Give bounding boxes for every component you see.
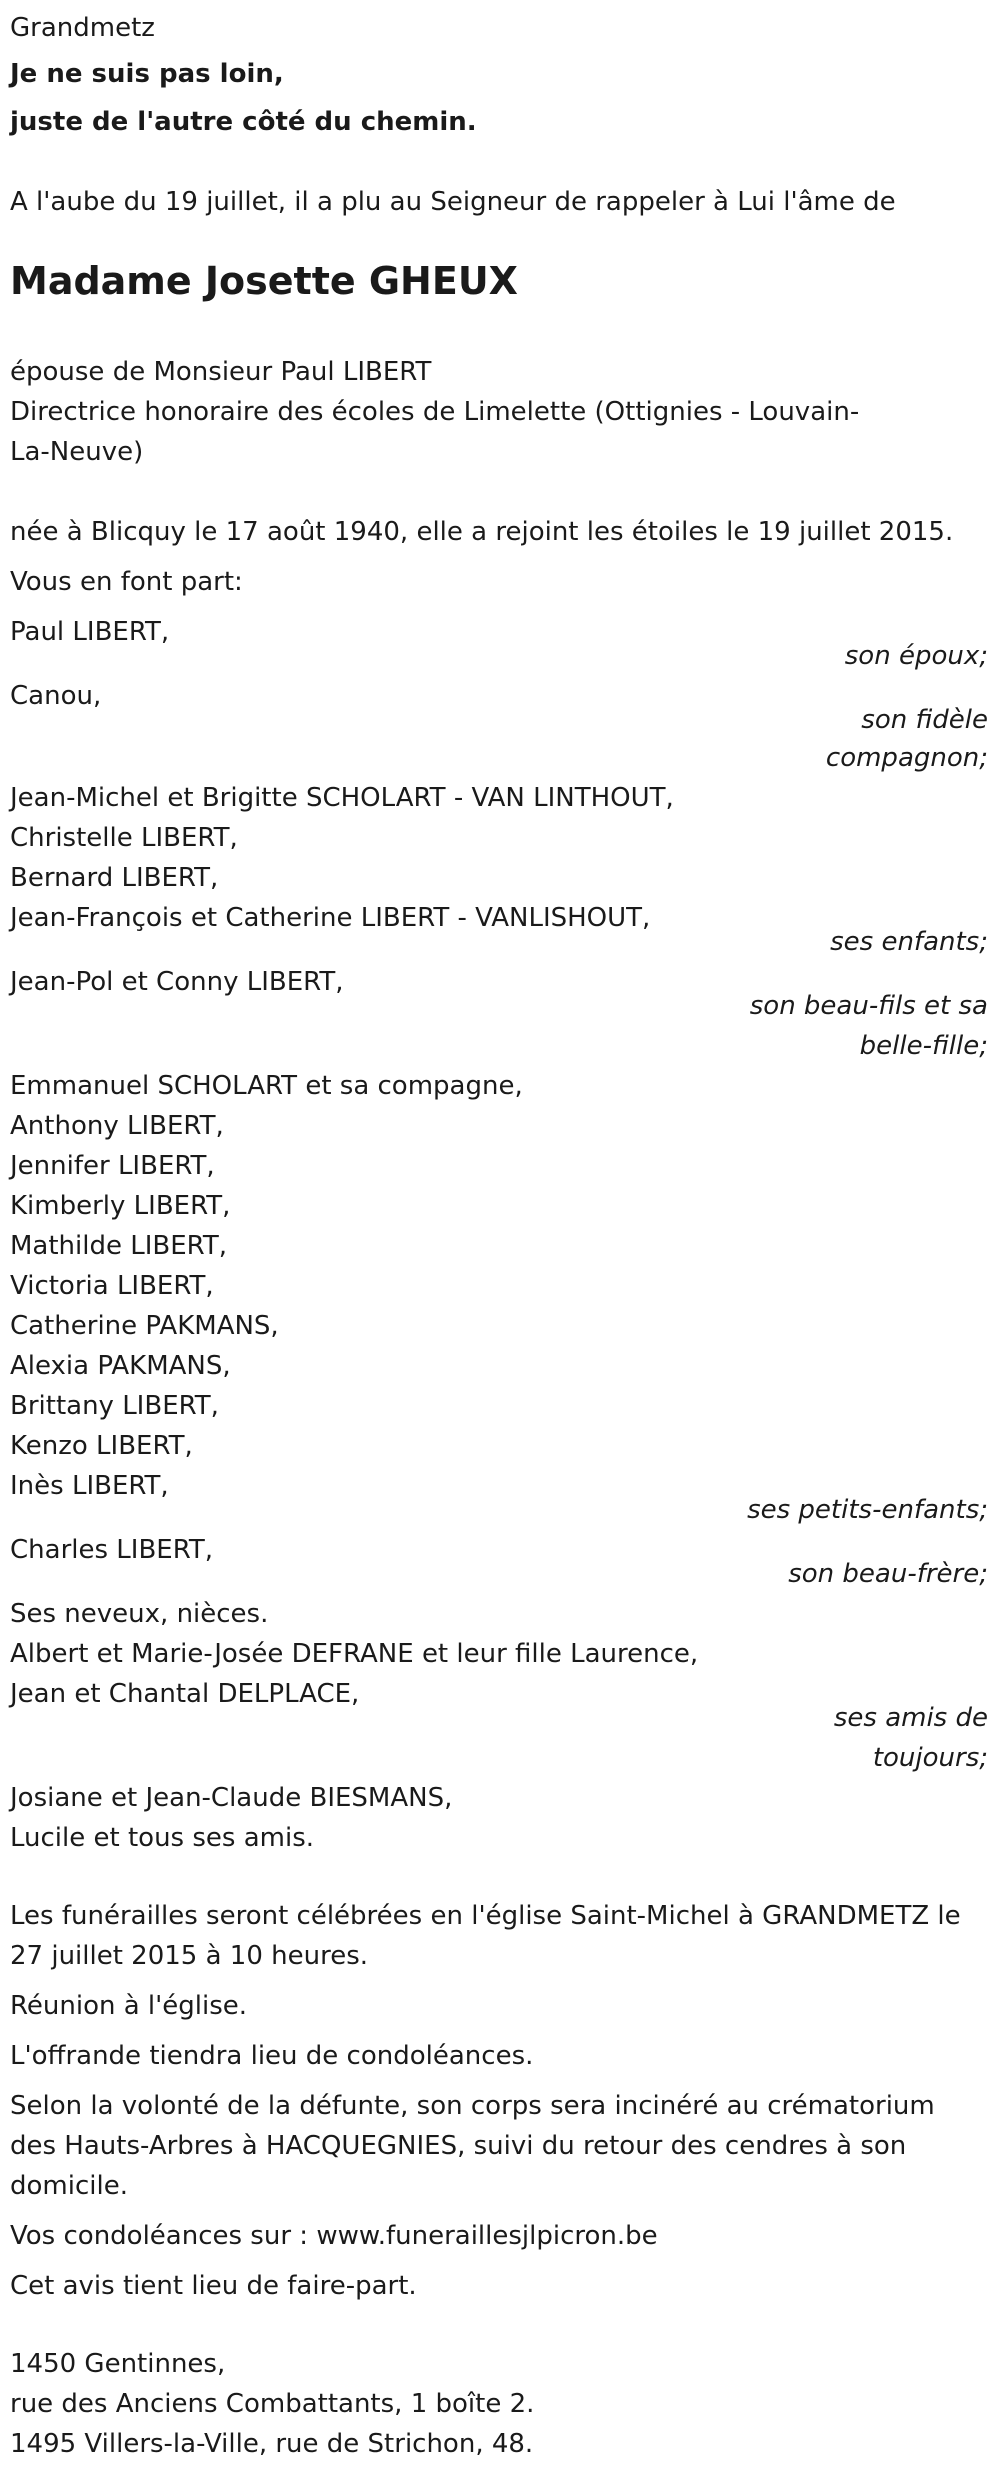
relation-label: son fidèle <box>861 705 988 735</box>
family-member: Ses neveux, nièces. <box>10 1599 269 1629</box>
family-member: Victoria LIBERT, <box>10 1271 214 1301</box>
family-member: Mathilde LIBERT, <box>10 1231 227 1261</box>
family-member: Paul LIBERT, <box>10 617 170 647</box>
notice-text: Cet avis tient lieu de faire-part. <box>10 2271 417 2301</box>
epigraph-line: Je ne suis pas loin, <box>10 59 284 89</box>
family-member: Brittany LIBERT, <box>10 1391 219 1421</box>
announce-text: Vous en font part: <box>10 567 243 597</box>
family-member: Jennifer LIBERT, <box>10 1151 215 1181</box>
family-member: Jean-François et Catherine LIBERT - VANLISHOUT, <box>10 903 651 933</box>
relation-label: son beau-fils et sa <box>749 991 988 1021</box>
relation-label: son beau-frère; <box>788 1559 988 1589</box>
deceased-name: Madame Josette GHEUX <box>10 259 518 303</box>
birth-death-text: née à Blicquy le 17 août 1940, elle a rejoint les étoiles le 19 juillet 2015. <box>10 517 954 547</box>
location-label: Grandmetz <box>10 13 155 43</box>
family-member: Jean-Michel et Brigitte SCHOLART - VAN LINTHOUT, <box>10 783 674 813</box>
epigraph-line: juste de l'autre côté du chemin. <box>10 107 477 137</box>
funeral-text: 27 juillet 2015 à 10 heures. <box>10 1941 369 1971</box>
family-member: Emmanuel SCHOLART et sa compagne, <box>10 1071 523 1101</box>
relation-label: ses enfants; <box>830 927 988 957</box>
address-line: 1495 Villers-la-Ville, rue de Strichon, 48. <box>10 2429 534 2459</box>
family-member: Lucile et tous ses amis. <box>10 1823 315 1853</box>
family-member: Kenzo LIBERT, <box>10 1431 193 1461</box>
family-member: Christelle LIBERT, <box>10 823 238 853</box>
cremation-text: des Hauts-Arbres à HACQUEGNIES, suivi du retour des cendres à son <box>10 2131 907 2161</box>
family-member: Anthony LIBERT, <box>10 1111 224 1141</box>
family-member: Kimberly LIBERT, <box>10 1191 231 1221</box>
family-member: Alexia PAKMANS, <box>10 1351 231 1381</box>
relation-label: son époux; <box>844 641 988 671</box>
funeral-text: Les funérailles seront célébrées en l'église Saint-Michel à GRANDMETZ le <box>10 1901 961 1931</box>
relation-label: compagnon; <box>825 743 988 773</box>
relation-label: ses amis de <box>833 1703 988 1733</box>
intro-text: A l'aube du 19 juillet, il a plu au Seigneur de rappeler à Lui l'âme de <box>10 187 896 217</box>
family-member: Catherine PAKMANS, <box>10 1311 279 1341</box>
family-member: Josiane et Jean-Claude BIESMANS, <box>10 1783 453 1813</box>
condolences-text: Vos condoléances sur : www.funeraillesjlpicron.be <box>10 2221 658 2251</box>
family-member: Bernard LIBERT, <box>10 863 219 893</box>
family-member: Canou, <box>10 681 102 711</box>
address-line: rue des Anciens Combattants, 1 boîte 2. <box>10 2389 535 2419</box>
relation-label: ses petits-enfants; <box>747 1495 988 1525</box>
family-member: Inès LIBERT, <box>10 1471 169 1501</box>
family-member: Charles LIBERT, <box>10 1535 214 1565</box>
detail-line: La-Neuve) <box>10 437 144 467</box>
meeting-text: Réunion à l'église. <box>10 1991 248 2021</box>
offering-text: L'offrande tiendra lieu de condoléances. <box>10 2041 534 2071</box>
detail-line: épouse de Monsieur Paul LIBERT <box>10 357 432 387</box>
family-member: Albert et Marie-Josée DEFRANE et leur fille Laurence, <box>10 1639 699 1669</box>
address-line: 1450 Gentinnes, <box>10 2349 226 2379</box>
relation-label: belle-fille; <box>859 1031 988 1061</box>
detail-line: Directrice honoraire des écoles de Limelette (Ottignies - Louvain- <box>10 397 860 427</box>
cremation-text: Selon la volonté de la défunte, son corps sera incinéré au crématorium <box>10 2091 935 2121</box>
cremation-text: domicile. <box>10 2171 128 2201</box>
relation-label: toujours; <box>872 1743 988 1773</box>
family-member: Jean et Chantal DELPLACE, <box>10 1679 360 1709</box>
family-member: Jean-Pol et Conny LIBERT, <box>10 967 344 997</box>
